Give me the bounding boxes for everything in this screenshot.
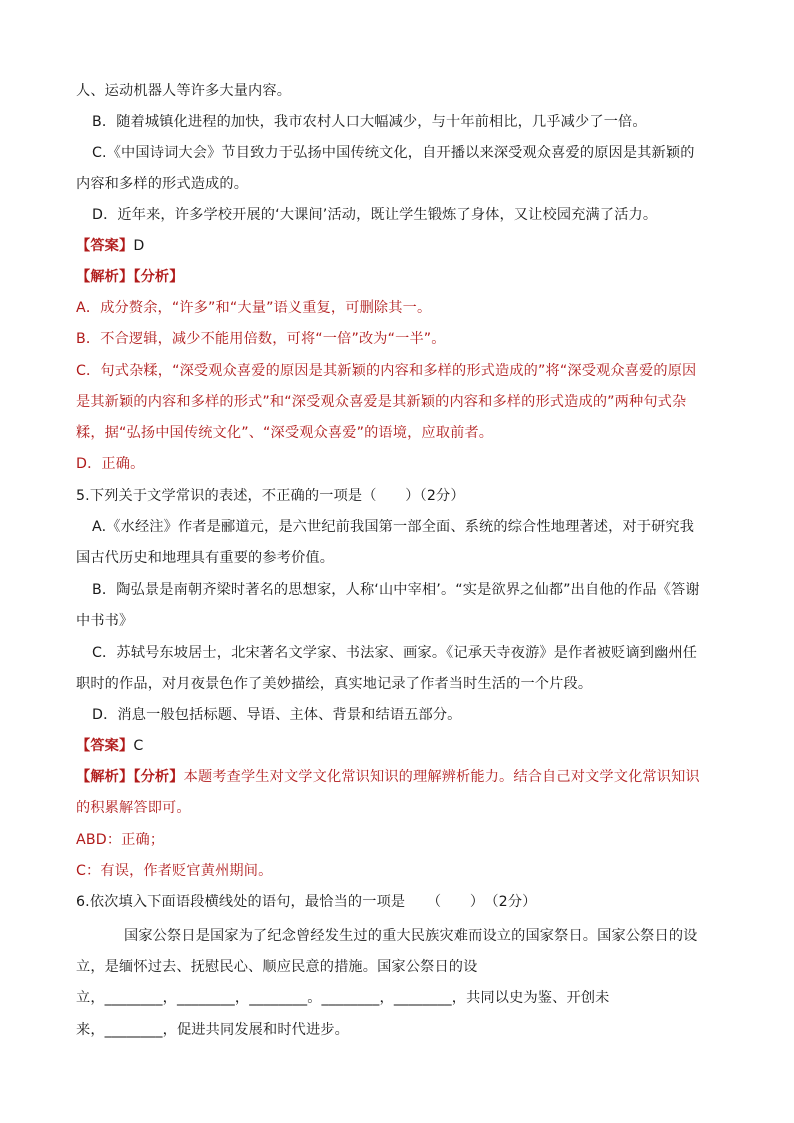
q5-option-b-line1: B．陶弘景是南朝齐梁时著名的思想家，人称‘山中宰相’。“实是欲界之仙都”出自他的作品《答谢 xyxy=(92,582,700,598)
q4-answer xyxy=(76,236,724,256)
q5-stem: 5.下列关于文学常识的表述，不正确的一项是（ ）（2分） xyxy=(76,488,465,504)
q5-explanation-c: C：有误，作者贬官黄州期间。 xyxy=(76,863,273,879)
q5-analysis-line2: 的积累解答即可。 xyxy=(76,800,191,816)
answer-value: C xyxy=(133,738,144,754)
q4-explanation-d: D．正确。 xyxy=(76,456,145,472)
q5-option-d: D．消息一般包括标题、导语、主体、背景和结语五部分。 xyxy=(92,707,462,723)
q6-passage-line2: 立，是缅怀过去、抚慰民心、顺应民意的措施。国家公祭日的设 xyxy=(76,959,478,975)
q6-passage-line4: 来，________，促进共同发展和时代进步。 xyxy=(76,1022,350,1038)
q5-explanation-abd: ABD：正确； xyxy=(76,832,165,848)
answer-label: 【答案】 xyxy=(76,738,134,754)
q4-option-c-line1: C.《中国诗词大会》节目致力于弘扬中国传统文化，自开播以来深受观众喜爱的原因是其新颖的 xyxy=(92,145,695,161)
q5-option-a-line2: 国古代历史和地理具有重要的参考价值。 xyxy=(76,550,335,566)
q5-option-c-line1: C．苏轼号东坡居士，北宋著名文学家、书法家、画家。《记承天寺夜游》是作者被贬谪到幽州任 xyxy=(92,645,698,661)
q5-option-b-line2: 中书书》 xyxy=(76,613,134,629)
answer-label: 【答案】 xyxy=(76,238,134,254)
q4-analysis-label: 【解析】【分析】 xyxy=(76,269,184,285)
q6-stem: 6.依次填入下面语段横线处的语句，最恰当的一项是 （ ） （2分） xyxy=(76,894,537,910)
q4-explanation-c-line3: 糅，据“弘扬中国传统文化”、“深受观众喜爱”的语境，应取前者。 xyxy=(76,425,494,441)
q5-analysis-line1 xyxy=(76,767,724,787)
q4-explanation-c-line1: C．句式杂糅，“深受观众喜爱的原因是其新颖的内容和多样的形式造成的”将“深受观众喜爱的原因 xyxy=(76,363,697,379)
q4-explanation-c-line2: 是其新颖的内容和多样的形式”和“深受观众喜爱是其新颖的内容和多样的形式造成的”两种句式杂 xyxy=(76,394,687,410)
q6-passage-line1: 国家公祭日是国家为了纪念曾经发生过的重大民族灾难而设立的国家祭日。国家公祭日的设 xyxy=(124,928,698,944)
q4-option-d: D．近年来，许多学校开展的‘大课间’活动，既让学生锻炼了身体，又让校园充满了活力。 xyxy=(92,207,658,223)
q4-explanation-a: A．成分赘余，“许多”和“大量”语义重复，可删除其一。 xyxy=(76,300,432,316)
q5-option-a-line1: A.《水经注》作者是郦道元，是六世纪前我国第一部全面、系统的综合性地理著述，对于研究我 xyxy=(92,519,695,535)
q4-option-c-line2: 内容和多样的形式造成的。 xyxy=(76,176,249,192)
answer-value: D xyxy=(133,238,145,254)
q5-answer xyxy=(76,736,724,756)
q5-option-c-line2: 职时的作品，对月夜景色作了美妙描绘，真实地记录了作者当时生活的一个片段。 xyxy=(76,676,593,692)
q4-option-b: B．随着城镇化进程的加快，我市农村人口大幅减少，与十年前相比，几乎减少了一倍。 xyxy=(92,114,647,130)
q4-option-a-continuation: 人、运动机器人等许多大量内容。 xyxy=(76,83,292,99)
q6-passage-line3: 立，________，________，________。________，________，共同以史为鉴、开创未 xyxy=(76,990,610,1006)
analysis-text: 本题考查学生对文学文化常识知识的理解辨析能力。结合自己对文学文化常识知识 xyxy=(183,769,700,785)
q4-explanation-b: B．不合逻辑，减少不能用倍数，可将“一倍”改为“一半”。 xyxy=(76,331,446,347)
analysis-label: 【解析】【分析】 xyxy=(76,769,184,785)
